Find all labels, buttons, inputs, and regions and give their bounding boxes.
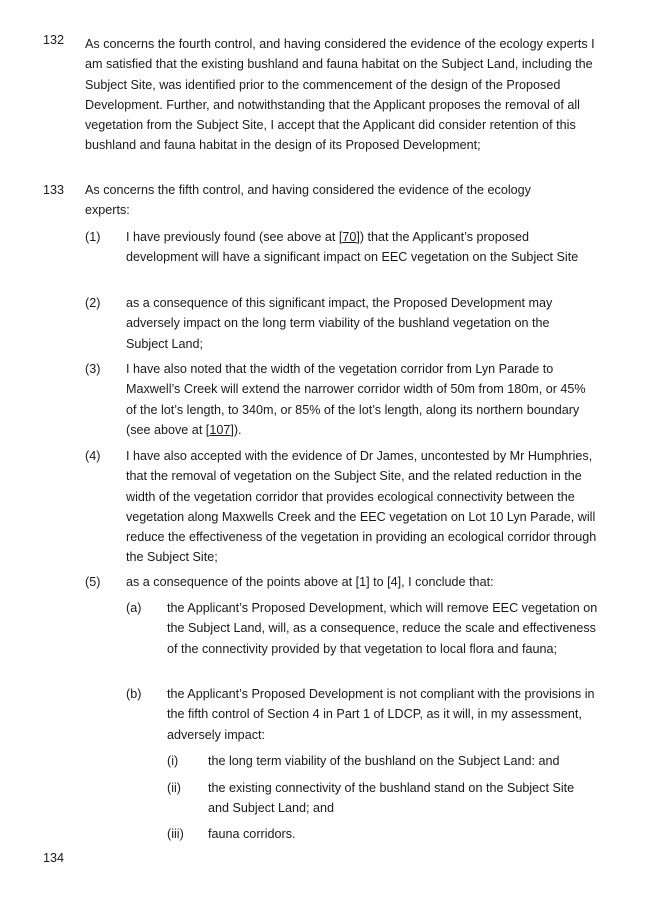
subsubitem-i — [208, 751, 598, 771]
cross-reference-link[interactable]: 107 — [209, 422, 231, 437]
item-2-text: as a consequence of this significant impact, the Proposed Development may adversely impact on the long term viability of the bushland vegetation on the Subject Land; — [126, 296, 553, 351]
item-4-text: I have also accepted with the evidence of Dr James, uncontested by Mr Humphries, that the removal of vegetation on the Subject Site, and the related reduction in the width of the vegetation corridor that provides ecological connectivity between the vegetation along Maxwells Creek and the EEC vegetation on Lot 10 Lyn Parade, will reduce the effectiveness of the vegetation in providing an ecological corridor through the Subject Site; — [126, 449, 597, 565]
subitem-a-text: the Applicant’s Proposed Development, which will remove EEC vegetation on the Subject Land, will, as a consequence, reduce the scale and effectiveness of the connectivity provided by that vegetation to local flora and fauna; — [167, 601, 598, 656]
subsubitem-ii — [208, 778, 598, 819]
subsubitem-label-iii: (iii) — [167, 827, 184, 841]
item-5-text: as a consequence of the points above at [1] to [4], I conclude that: — [126, 575, 494, 589]
paragraph-number-134: 134 — [43, 851, 65, 865]
item-1 — [126, 227, 586, 268]
subitem-label-a: (a) — [126, 601, 142, 615]
paragraph-number-133: 133 — [43, 183, 65, 197]
item-1-text — [126, 227, 586, 268]
paragraph-132-text: As concerns the fourth control, and having considered the evidence of the ecology experts I am satisfied that the existing bushland and fauna habitat on the Subject Land, including the Subject Site, was identified prior to the commencement of the design of the Proposed Development. Further, and notwithstanding that the Applicant proposes the removal of all vegetation from the Subject Site, I accept that the Applicant did consider retention of this bushland and fauna habitat in the design of its Proposed Development; — [85, 37, 595, 153]
item-label-5: (5) — [85, 575, 101, 589]
item-label-3: (3) — [85, 362, 101, 376]
item-3-text-after: ]). — [230, 422, 242, 437]
subsubitem-i-text: the long term viability of the bushland on the Subject Land: and — [208, 754, 560, 768]
subsubitem-label-i: (i) — [167, 754, 179, 768]
paragraph-133-intro-text: As concerns the fifth control, and having considered the evidence of the ecology experts: — [85, 183, 531, 218]
subitem-b — [167, 684, 599, 745]
paragraph-132 — [85, 34, 595, 156]
item-label-4: (4) — [85, 449, 101, 463]
paragraph-133-intro — [85, 180, 565, 221]
item-3 — [126, 359, 586, 440]
paragraph-number-132: 132 — [43, 33, 65, 47]
subitem-label-b: (b) — [126, 687, 142, 701]
subitem-b-text: the Applicant’s Proposed Development is not compliant with the provisions in the fifth control of Section 4 in Part 1 of LDCP, as it will, in my assessment, adversely impact: — [167, 687, 595, 742]
subsubitem-iii — [208, 824, 598, 844]
subsubitem-iii-text: fauna corridors. — [208, 827, 296, 841]
item-3-text-before: I have also noted that the width of the vegetation corridor from Lyn Parade to Maxwell’s Creek will extend the narrower corridor width of 50m from 180m, or 45% of the lot’s length, to 340m, or 85% of the lot’s length, along its northern boundary (see above at [ — [126, 362, 586, 437]
item-label-2: (2) — [85, 296, 101, 310]
item-2 — [126, 293, 591, 354]
subitem-a — [167, 598, 599, 659]
subsubitem-ii-text: the existing connectivity of the bushland stand on the Subject Site and Subject Land; and — [208, 781, 575, 816]
cross-reference-link[interactable]: 70 — [342, 230, 357, 244]
item-3-text — [126, 359, 586, 440]
item-label-1: (1) — [85, 230, 101, 244]
item-1-text-before: I have previously found (see above at [ — [126, 230, 343, 244]
item-1-text-after: ]) that the Applicant’s proposed development will have a significant impact on EEC vegetation on the Subject Site — [126, 230, 579, 265]
item-5 — [126, 572, 596, 592]
item-4 — [126, 446, 604, 568]
subsubitem-label-ii: (ii) — [167, 781, 181, 795]
